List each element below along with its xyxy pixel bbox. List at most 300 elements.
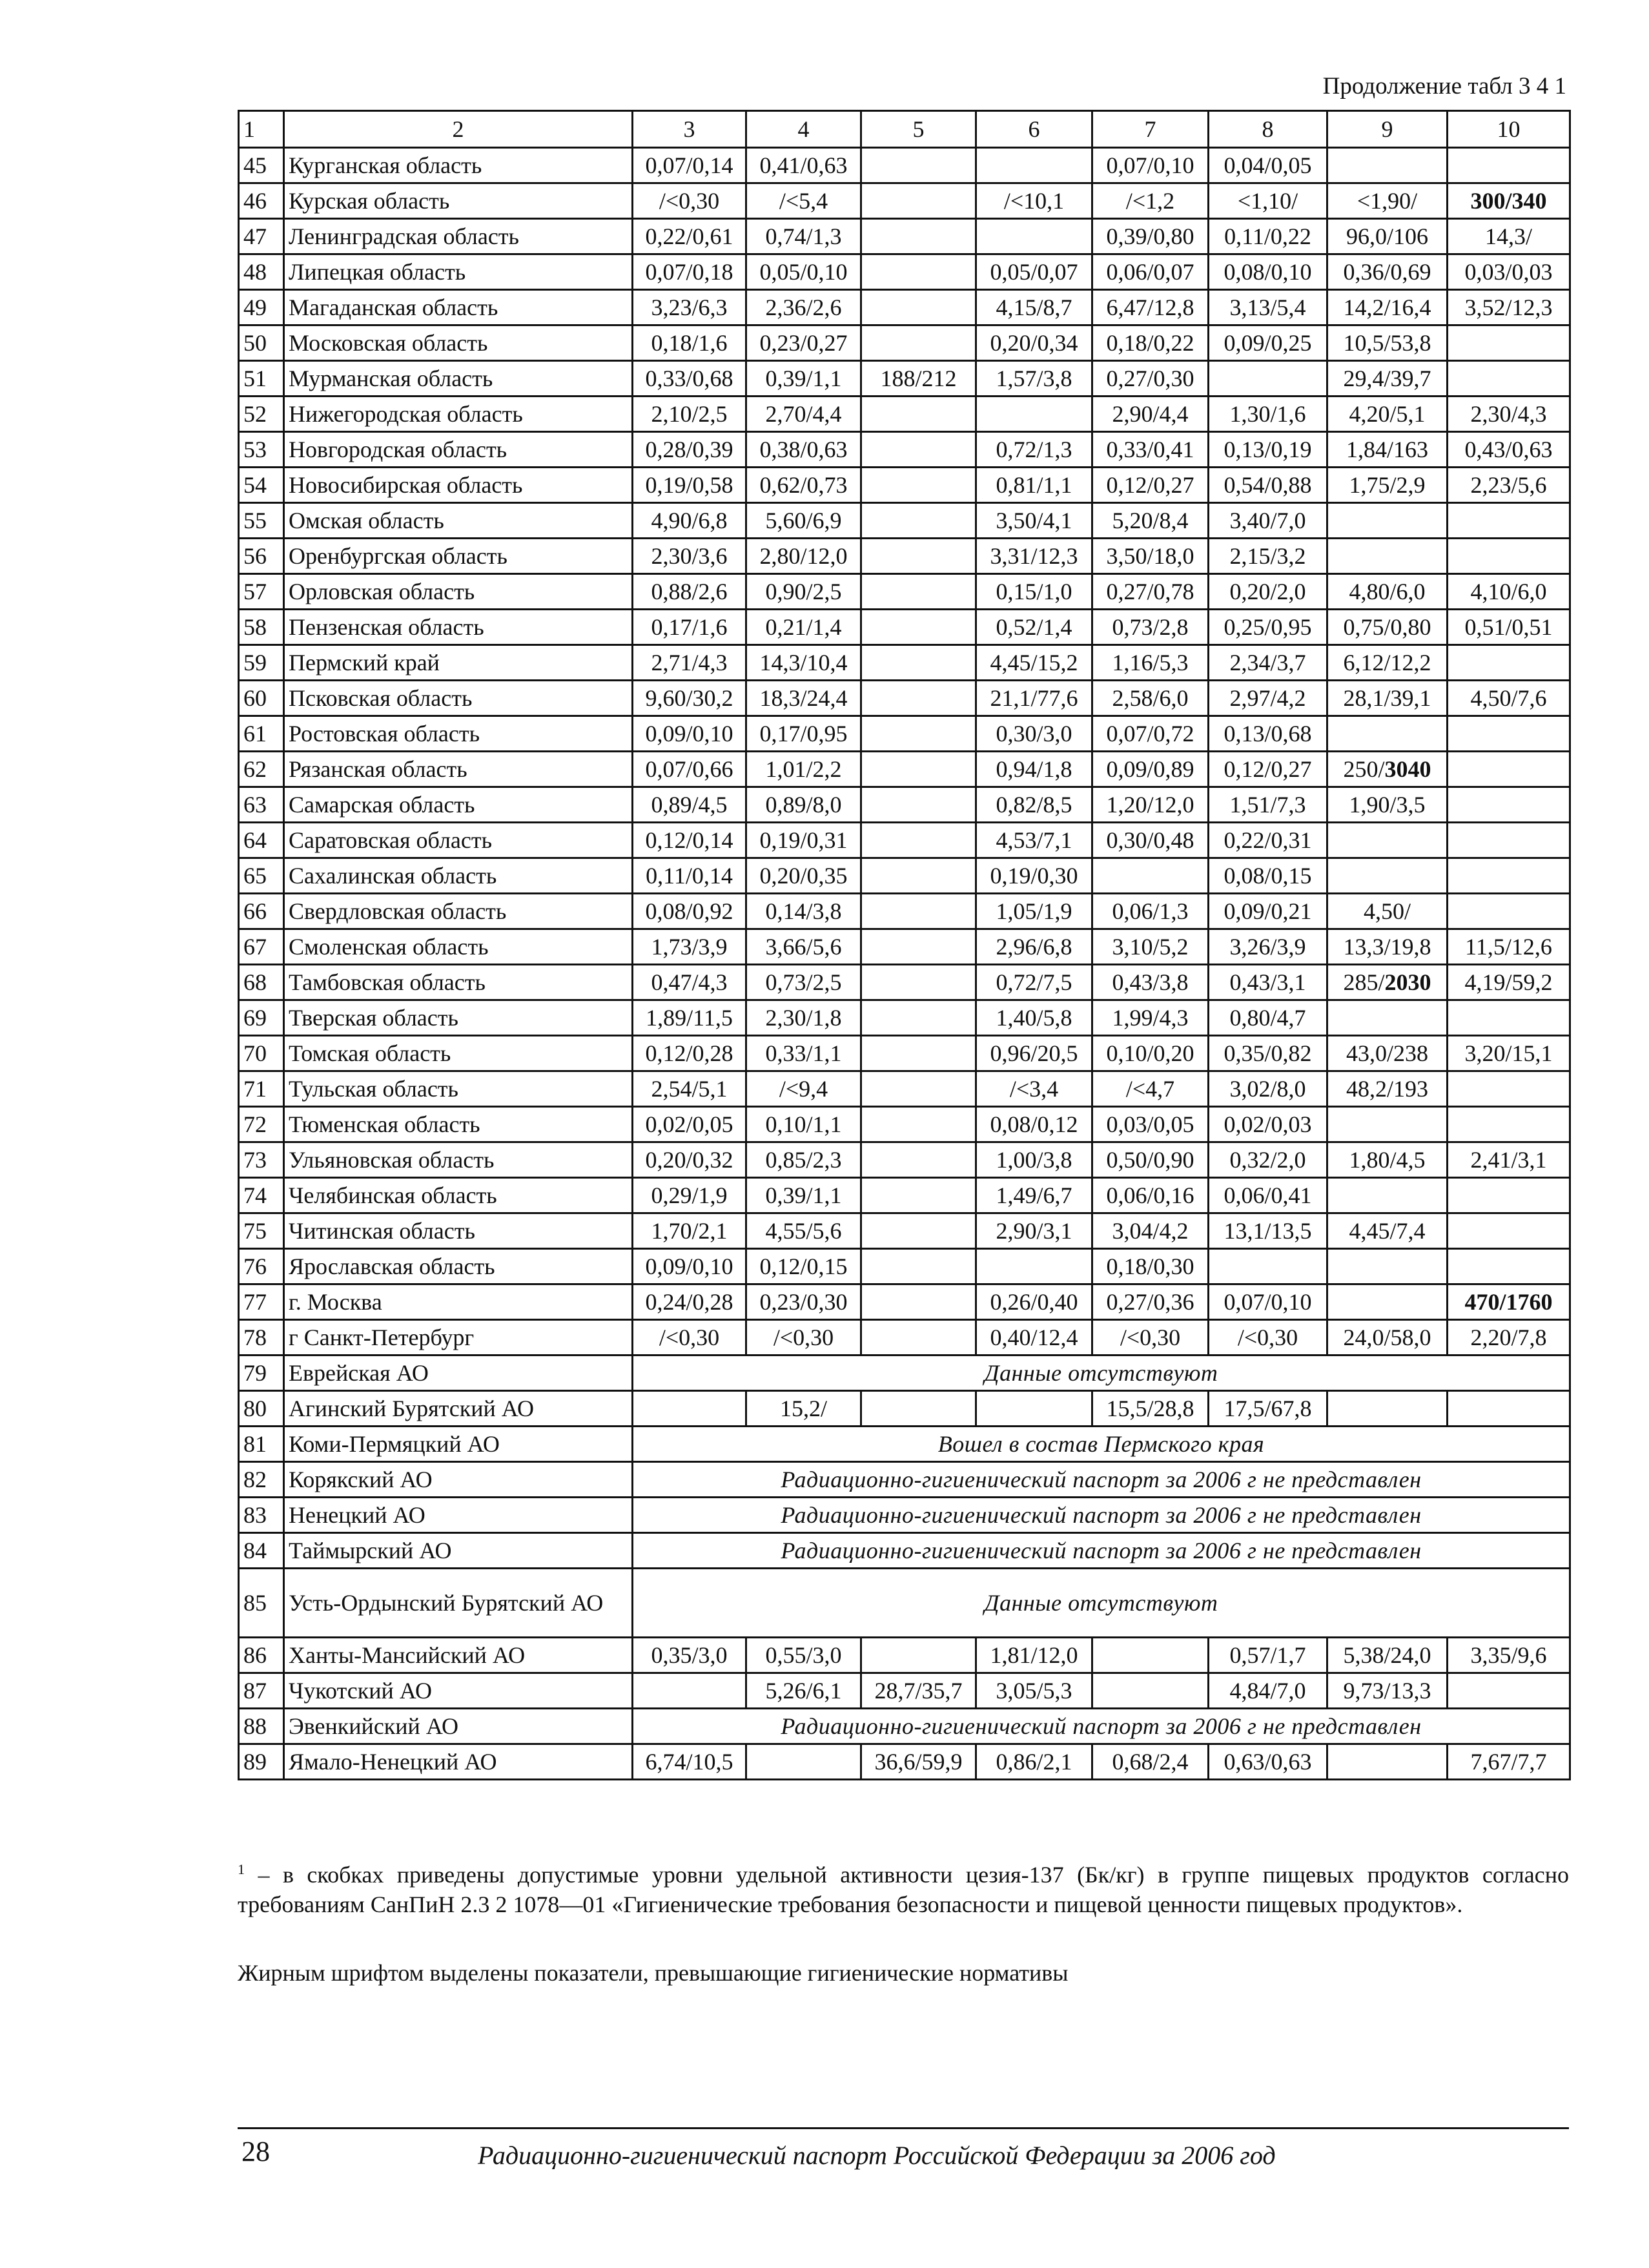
value-cell: [861, 858, 976, 894]
table-row: [239, 254, 1570, 290]
merged-note-cell: Радиационно-гигиенический паспорт за 2006 г не представлен: [633, 1709, 1570, 1744]
value-cell: [1448, 325, 1570, 361]
region-name: Челябинская область: [284, 1178, 633, 1213]
value-cell: [1209, 1249, 1327, 1284]
region-name: Новосибирская область: [284, 468, 633, 503]
value-cell: 0,06/1,3: [1092, 894, 1209, 929]
value-cell: 6,74/10,5: [633, 1744, 746, 1780]
row-number: 70: [239, 1036, 284, 1071]
value-cell: 1,73/3,9: [633, 929, 746, 965]
merged-note-cell: Вошел в состав Пермского края: [633, 1427, 1570, 1462]
value-cell: 0,68/2,4: [1092, 1744, 1209, 1780]
value-cell: 18,3/24,4: [746, 681, 861, 716]
value-cell: 0,22/0,31: [1209, 823, 1327, 858]
row-number: 54: [239, 468, 284, 503]
region-name: Свердловская область: [284, 894, 633, 929]
value-cell: 4,15/8,7: [976, 290, 1092, 325]
footnote-text: – в скобках приведены допустимые уровни удельной активности цезия-137 (Бк/кг) в группе пищевых продуктов согласно требованиям СанПиН 2.3 2 1078—01 «Гигиенические требования безопасности и пищевой ценности пищевых продуктов».: [238, 1862, 1569, 1917]
footnote-marker: 1: [238, 1861, 245, 1877]
value-cell: 0,52/1,4: [976, 610, 1092, 645]
row-number: 77: [239, 1284, 284, 1320]
region-name: Усть-Ордынский Бурятский АО: [284, 1569, 633, 1638]
value-cell: 3,66/5,6: [746, 929, 861, 965]
value-cell: [1448, 1107, 1570, 1142]
region-name: Саратовская область: [284, 823, 633, 858]
value-cell: [1092, 1638, 1209, 1673]
region-name: Эвенкийский АО: [284, 1709, 633, 1744]
row-number: 72: [239, 1107, 284, 1142]
value-cell: 0,54/0,88: [1209, 468, 1327, 503]
value-cell: [861, 1249, 976, 1284]
value-cell: 188/212: [861, 361, 976, 397]
value-cell: 2,80/12,0: [746, 539, 861, 574]
row-number: 57: [239, 574, 284, 610]
value-cell: /<3,4: [976, 1071, 1092, 1107]
value-cell: 0,03/0,05: [1092, 1107, 1209, 1142]
table-row: [239, 894, 1570, 929]
value-cell: [1327, 1107, 1448, 1142]
table-row: [239, 681, 1570, 716]
value-cell: 0,38/0,63: [746, 432, 861, 468]
value-cell: 1,40/5,8: [976, 1000, 1092, 1036]
value-cell: 4,84/7,0: [1209, 1673, 1327, 1709]
value-cell: [1448, 148, 1570, 183]
table-row: [239, 716, 1570, 752]
region-name: г. Москва: [284, 1284, 633, 1320]
value-cell: 48,2/193: [1327, 1071, 1448, 1107]
bold-note: Жирным шрифтом выделены показатели, превышающие гигиенические нормативы: [238, 1960, 1069, 1986]
row-number: 80: [239, 1391, 284, 1427]
value-cell: [861, 787, 976, 823]
row-number: 69: [239, 1000, 284, 1036]
value-cell: 2,97/4,2: [1209, 681, 1327, 716]
value-cell: 3,10/5,2: [1092, 929, 1209, 965]
table-row: [239, 503, 1570, 539]
value-cell: 0,25/0,95: [1209, 610, 1327, 645]
value-cell: 0,94/1,8: [976, 752, 1092, 787]
value-cell: 0,27/0,36: [1092, 1284, 1209, 1320]
value-cell: 2,30/4,3: [1448, 397, 1570, 432]
value-cell: /<0,30: [1092, 1320, 1209, 1356]
value-cell: [861, 823, 976, 858]
value-cell: 36,6/59,9: [861, 1744, 976, 1780]
value-cell: 0,89/8,0: [746, 787, 861, 823]
value-cell: 0,20/2,0: [1209, 574, 1327, 610]
value-cell: [1327, 716, 1448, 752]
table-row: [239, 1638, 1570, 1673]
value-cell: 0,81/1,1: [976, 468, 1092, 503]
value-cell: 0,08/0,10: [1209, 254, 1327, 290]
value-cell: [633, 1673, 746, 1709]
value-cell: 0,09/0,25: [1209, 325, 1327, 361]
value-cell: [861, 1142, 976, 1178]
value-cell: 3,50/18,0: [1092, 539, 1209, 574]
value-cell: 0,40/12,4: [976, 1320, 1092, 1356]
header-cell: 9: [1327, 111, 1448, 148]
value-cell: [861, 1036, 976, 1071]
value-cell: [1448, 823, 1570, 858]
row-number: 61: [239, 716, 284, 752]
table-row: [239, 574, 1570, 610]
value-cell: [1327, 1178, 1448, 1213]
value-part-bold: 2030: [1384, 969, 1431, 995]
value-cell: [1448, 1071, 1570, 1107]
table-row: [239, 965, 1570, 1000]
table-row: [239, 787, 1570, 823]
value-cell: 4,90/6,8: [633, 503, 746, 539]
value-cell: [861, 610, 976, 645]
value-cell: 0,18/0,22: [1092, 325, 1209, 361]
footer-rule: [238, 2127, 1569, 2129]
value-cell: 0,20/0,32: [633, 1142, 746, 1178]
region-name: Рязанская область: [284, 752, 633, 787]
table-row: [239, 1673, 1570, 1709]
value-cell: 0,29/1,9: [633, 1178, 746, 1213]
value-cell: /<0,30: [1209, 1320, 1327, 1356]
value-cell: [861, 1638, 976, 1673]
value-cell: [1327, 148, 1448, 183]
row-number: 88: [239, 1709, 284, 1744]
value-cell: 0,07/0,10: [1092, 148, 1209, 183]
value-cell: <1,90/: [1327, 183, 1448, 219]
table-row: [239, 361, 1570, 397]
value-cell: 0,10/1,1: [746, 1107, 861, 1142]
table-row: [239, 1498, 1570, 1533]
value-cell: 2,20/7,8: [1448, 1320, 1570, 1356]
value-cell: 0,57/1,7: [1209, 1638, 1327, 1673]
value-cell: 0,24/0,28: [633, 1284, 746, 1320]
table-row: [239, 1320, 1570, 1356]
value-cell: [1327, 1249, 1448, 1284]
region-name: Самарская область: [284, 787, 633, 823]
value-cell: 0,11/0,22: [1209, 219, 1327, 254]
table-row: [239, 1107, 1570, 1142]
region-name: Ярославская область: [284, 1249, 633, 1284]
value-cell: 0,41/0,63: [746, 148, 861, 183]
value-cell: 0,14/3,8: [746, 894, 861, 929]
value-cell: /<1,2: [1092, 183, 1209, 219]
row-number: 81: [239, 1427, 284, 1462]
value-cell: 0,51/0,51: [1448, 610, 1570, 645]
value-cell: 1,57/3,8: [976, 361, 1092, 397]
region-name: г Санкт-Петербург: [284, 1320, 633, 1356]
region-name: Томская область: [284, 1036, 633, 1071]
value-cell: 4,50/: [1327, 894, 1448, 929]
value-cell: 3,23/6,3: [633, 290, 746, 325]
value-cell: 2,23/5,6: [1448, 468, 1570, 503]
region-name: Курская область: [284, 183, 633, 219]
value-cell: 0,74/1,3: [746, 219, 861, 254]
value-cell: 2,90/4,4: [1092, 397, 1209, 432]
region-name: Орловская область: [284, 574, 633, 610]
value-cell: 0,72/7,5: [976, 965, 1092, 1000]
value-cell: 0,19/0,31: [746, 823, 861, 858]
value-cell: 0,12/0,27: [1092, 468, 1209, 503]
region-name: Псковская область: [284, 681, 633, 716]
value-cell: 0,55/3,0: [746, 1638, 861, 1673]
region-name: Нижегородская область: [284, 397, 633, 432]
value-cell: 4,45/7,4: [1327, 1213, 1448, 1249]
table-row: [239, 468, 1570, 503]
value-cell: 0,17/0,95: [746, 716, 861, 752]
table-row: [239, 1391, 1570, 1427]
value-cell: 13,3/19,8: [1327, 929, 1448, 965]
value-cell: [1448, 503, 1570, 539]
row-number: 60: [239, 681, 284, 716]
header-cell: 10: [1448, 111, 1570, 148]
region-name: Сахалинская область: [284, 858, 633, 894]
value-cell: [1327, 1744, 1448, 1780]
value-cell: 14,3/: [1448, 219, 1570, 254]
value-cell: 0,86/2,1: [976, 1744, 1092, 1780]
table-row: [239, 1142, 1570, 1178]
value-cell: 6,12/12,2: [1327, 645, 1448, 681]
value-cell: [861, 752, 976, 787]
value-cell: 0,63/0,63: [1209, 1744, 1327, 1780]
region-name: Тамбовская область: [284, 965, 633, 1000]
value-cell: 96,0/106: [1327, 219, 1448, 254]
value-cell: 0,04/0,05: [1209, 148, 1327, 183]
row-number: 65: [239, 858, 284, 894]
header-cell: 6: [976, 111, 1092, 148]
value-cell: [1448, 1213, 1570, 1249]
value-cell: 15,5/28,8: [1092, 1391, 1209, 1427]
value-cell: [861, 432, 976, 468]
value-cell: [861, 645, 976, 681]
region-name: Читинская область: [284, 1213, 633, 1249]
row-number: 87: [239, 1673, 284, 1709]
value-cell: 0,05/0,07: [976, 254, 1092, 290]
value-cell: 300/340: [1448, 183, 1570, 219]
value-cell: /<5,4: [746, 183, 861, 219]
value-cell: 1,16/5,3: [1092, 645, 1209, 681]
value-cell: 0,08/0,15: [1209, 858, 1327, 894]
value-cell: [1327, 965, 1448, 1000]
region-name: Пермский край: [284, 645, 633, 681]
value-cell: [1448, 894, 1570, 929]
value-cell: [861, 716, 976, 752]
value-cell: 0,85/2,3: [746, 1142, 861, 1178]
value-cell: [861, 290, 976, 325]
footer-title: Радиационно-гигиенический паспорт Российской Федерации за 2006 год: [478, 2141, 1276, 2170]
value-cell: [861, 254, 976, 290]
table-row: [239, 397, 1570, 432]
value-cell: 0,07/0,10: [1209, 1284, 1327, 1320]
value-cell: 0,43/3,1: [1209, 965, 1327, 1000]
table-row: [239, 1249, 1570, 1284]
value-cell: 2,96/6,8: [976, 929, 1092, 965]
value-cell: 0,43/0,63: [1448, 432, 1570, 468]
value-cell: [861, 681, 976, 716]
value-cell: 5,20/8,4: [1092, 503, 1209, 539]
value-cell: [1327, 752, 1448, 787]
row-number: 79: [239, 1356, 284, 1391]
value-cell: 0,30/3,0: [976, 716, 1092, 752]
value-cell: 0,33/0,68: [633, 361, 746, 397]
value-cell: 2,30/1,8: [746, 1000, 861, 1036]
region-name: Еврейская АО: [284, 1356, 633, 1391]
value-cell: 2,58/6,0: [1092, 681, 1209, 716]
value-cell: [861, 183, 976, 219]
region-name: Смоленская область: [284, 929, 633, 965]
value-cell: [1448, 361, 1570, 397]
row-number: 74: [239, 1178, 284, 1213]
value-cell: 3,35/9,6: [1448, 1638, 1570, 1673]
value-cell: [1448, 787, 1570, 823]
value-cell: 14,2/16,4: [1327, 290, 1448, 325]
row-number: 56: [239, 539, 284, 574]
header-cell: 5: [861, 111, 976, 148]
row-number: 59: [239, 645, 284, 681]
row-number: 48: [239, 254, 284, 290]
value-cell: 5,26/6,1: [746, 1673, 861, 1709]
table-row: [239, 929, 1570, 965]
table-row: [239, 1744, 1570, 1780]
value-cell: [861, 1284, 976, 1320]
value-cell: 0,32/2,0: [1209, 1142, 1327, 1178]
merged-note-cell: Радиационно-гигиенический паспорт за 2006 г не представлен: [633, 1462, 1570, 1498]
value-cell: <1,10/: [1209, 183, 1327, 219]
table-row: [239, 1178, 1570, 1213]
value-cell: 0,05/0,10: [746, 254, 861, 290]
row-number: 85: [239, 1569, 284, 1638]
value-part-bold: 3040: [1384, 756, 1431, 782]
value-cell: 0,09/0,89: [1092, 752, 1209, 787]
value-cell: /<0,30: [633, 1320, 746, 1356]
value-cell: [746, 1744, 861, 1780]
value-cell: [861, 503, 976, 539]
header-cell: 2: [284, 111, 633, 148]
value-cell: 3,05/5,3: [976, 1673, 1092, 1709]
row-number: 68: [239, 965, 284, 1000]
value-cell: 0,12/0,14: [633, 823, 746, 858]
value-cell: 0,11/0,14: [633, 858, 746, 894]
value-cell: [861, 574, 976, 610]
row-number: 83: [239, 1498, 284, 1533]
value-cell: 1,89/11,5: [633, 1000, 746, 1036]
value-cell: [1448, 1000, 1570, 1036]
value-cell: [1448, 1178, 1570, 1213]
value-cell: 0,12/0,15: [746, 1249, 861, 1284]
table-row: [239, 1427, 1570, 1462]
value-cell: 1,51/7,3: [1209, 787, 1327, 823]
value-cell: [1448, 858, 1570, 894]
table-row: [239, 823, 1570, 858]
table-row: [239, 1284, 1570, 1320]
table-row: [239, 148, 1570, 183]
value-cell: 0,28/0,39: [633, 432, 746, 468]
value-cell: 0,18/1,6: [633, 325, 746, 361]
value-cell: 0,09/0,10: [633, 1249, 746, 1284]
region-name: Магаданская область: [284, 290, 633, 325]
value-cell: [861, 1213, 976, 1249]
table-row: [239, 1356, 1570, 1391]
region-name: Агинский Бурятский АО: [284, 1391, 633, 1427]
value-cell: [1448, 539, 1570, 574]
value-cell: 0,08/0,92: [633, 894, 746, 929]
value-cell: [1448, 645, 1570, 681]
value-cell: [861, 894, 976, 929]
region-name: Ленинградская область: [284, 219, 633, 254]
region-name: Тюменская область: [284, 1107, 633, 1142]
value-cell: 0,75/0,80: [1327, 610, 1448, 645]
value-cell: 0,07/0,18: [633, 254, 746, 290]
value-cell: 0,43/3,8: [1092, 965, 1209, 1000]
value-cell: 0,73/2,8: [1092, 610, 1209, 645]
region-name: Оренбургская область: [284, 539, 633, 574]
value-cell: 4,55/5,6: [746, 1213, 861, 1249]
value-cell: 3,50/4,1: [976, 503, 1092, 539]
value-cell: 5,60/6,9: [746, 503, 861, 539]
merged-note-cell: Радиационно-гигиенический паспорт за 2006 г не представлен: [633, 1533, 1570, 1569]
value-cell: 13,1/13,5: [1209, 1213, 1327, 1249]
value-cell: /<0,30: [633, 183, 746, 219]
value-cell: 0,23/0,27: [746, 325, 861, 361]
value-cell: [976, 1249, 1092, 1284]
value-cell: [861, 1107, 976, 1142]
value-cell: 0,39/1,1: [746, 1178, 861, 1213]
value-cell: 3,26/3,9: [1209, 929, 1327, 965]
value-cell: 2,15/3,2: [1209, 539, 1327, 574]
value-cell: 0,30/0,48: [1092, 823, 1209, 858]
table-row: [239, 325, 1570, 361]
row-number: 45: [239, 148, 284, 183]
region-name: Омская область: [284, 503, 633, 539]
value-cell: 5,38/24,0: [1327, 1638, 1448, 1673]
value-cell: 9,60/30,2: [633, 681, 746, 716]
value-cell: [861, 539, 976, 574]
value-cell: 0,08/0,12: [976, 1107, 1092, 1142]
table-row: [239, 1213, 1570, 1249]
value-cell: [861, 1320, 976, 1356]
value-cell: 1,84/163: [1327, 432, 1448, 468]
table-row: [239, 645, 1570, 681]
table-row: [239, 610, 1570, 645]
value-cell: [861, 148, 976, 183]
table-row: [239, 183, 1570, 219]
value-cell: 0,39/1,1: [746, 361, 861, 397]
header-cell: 4: [746, 111, 861, 148]
value-cell: 3,20/15,1: [1448, 1036, 1570, 1071]
value-cell: 6,47/12,8: [1092, 290, 1209, 325]
value-cell: 0,26/0,40: [976, 1284, 1092, 1320]
table-row: [239, 1462, 1570, 1498]
region-name: Таймырский АО: [284, 1533, 633, 1569]
value-cell: [861, 1391, 976, 1427]
row-number: 66: [239, 894, 284, 929]
row-number: 51: [239, 361, 284, 397]
value-cell: 0,89/4,5: [633, 787, 746, 823]
value-cell: 0,12/0,28: [633, 1036, 746, 1071]
value-cell: 0,06/0,41: [1209, 1178, 1327, 1213]
value-cell: 0,73/2,5: [746, 965, 861, 1000]
value-cell: 0,10/0,20: [1092, 1036, 1209, 1071]
value-cell: 2,54/5,1: [633, 1071, 746, 1107]
value-cell: 0,88/2,6: [633, 574, 746, 610]
value-cell: [1327, 823, 1448, 858]
value-cell: [1327, 503, 1448, 539]
table-row: [239, 539, 1570, 574]
region-name: Пензенская область: [284, 610, 633, 645]
value-cell: 1,99/4,3: [1092, 1000, 1209, 1036]
region-name: Тверская область: [284, 1000, 633, 1036]
value-cell: 0,07/0,72: [1092, 716, 1209, 752]
value-cell: 0,03/0,03: [1448, 254, 1570, 290]
value-cell: 2,71/4,3: [633, 645, 746, 681]
value-cell: 0,96/20,5: [976, 1036, 1092, 1071]
row-number: 52: [239, 397, 284, 432]
value-cell: 0,62/0,73: [746, 468, 861, 503]
